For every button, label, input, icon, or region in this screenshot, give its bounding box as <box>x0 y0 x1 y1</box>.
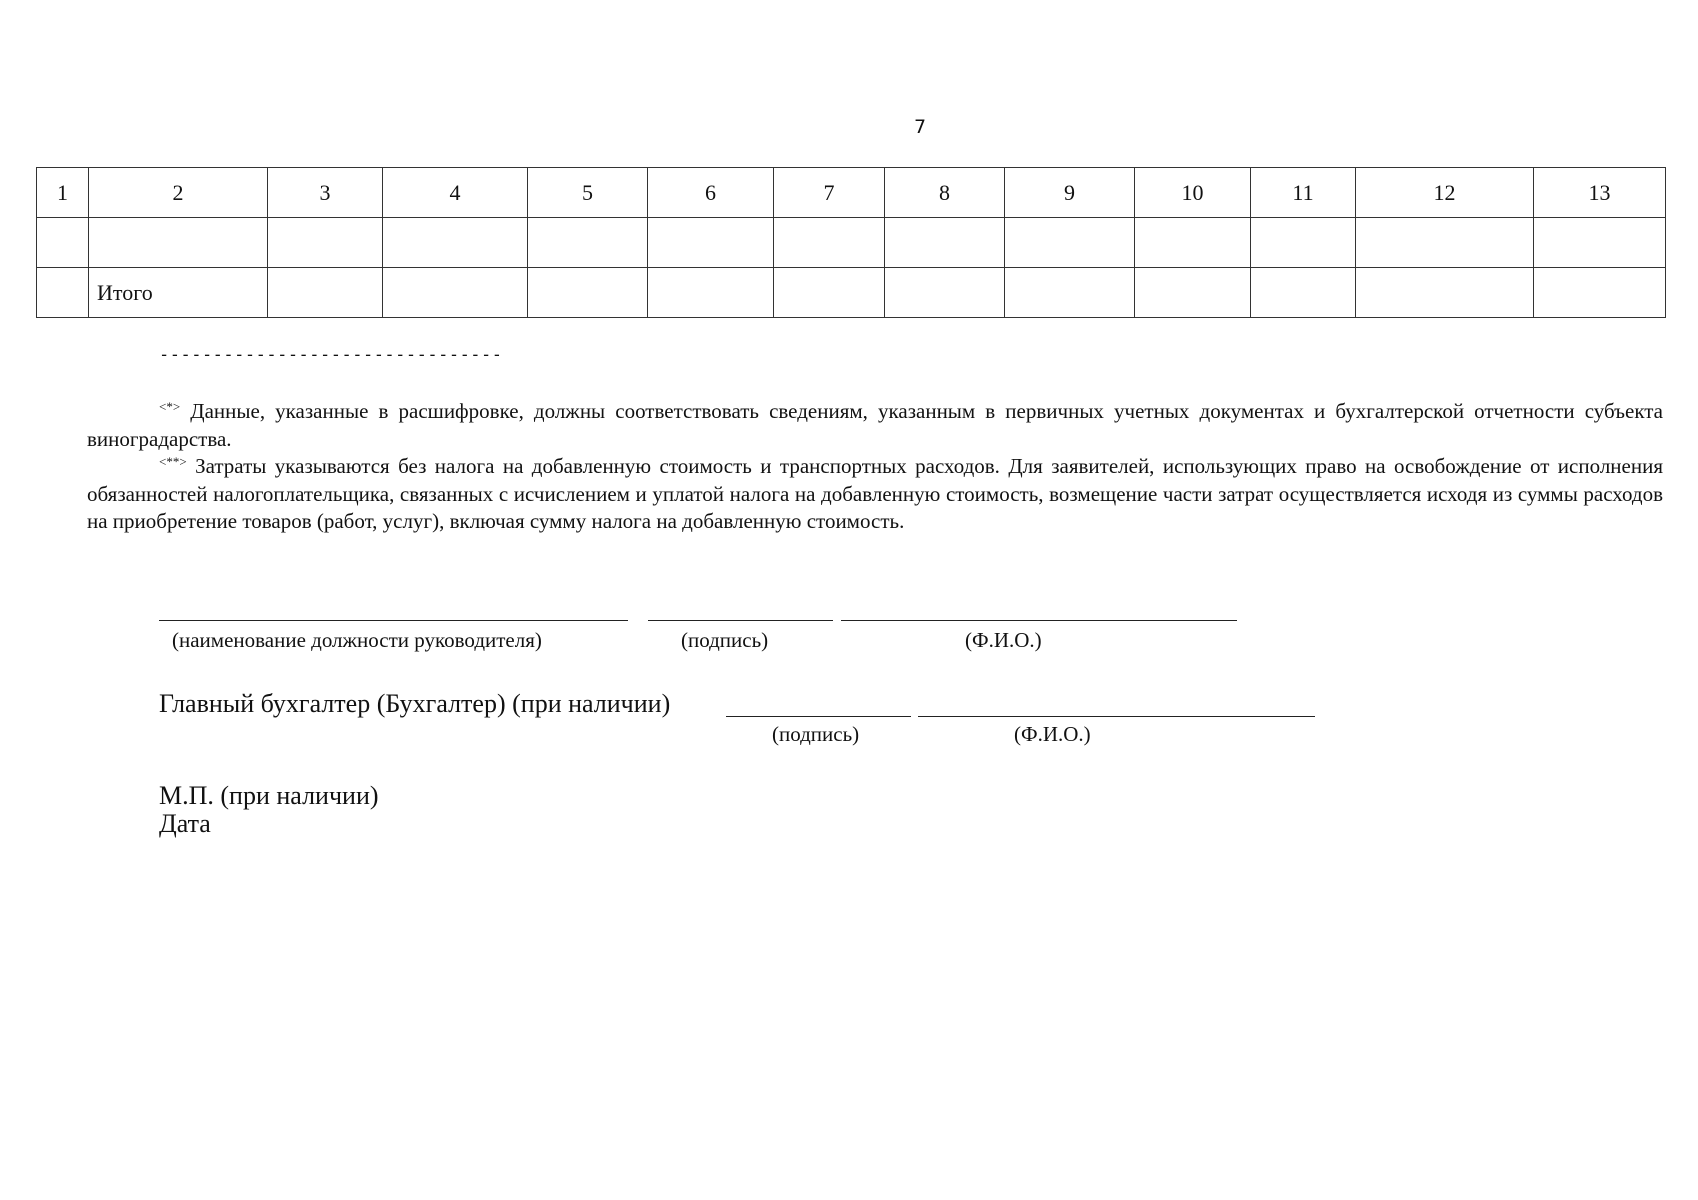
accountant-label: Главный бухгалтер (Бухгалтер) (при наличии) <box>159 689 671 718</box>
column-number: 11 <box>1251 168 1356 218</box>
table-cell <box>1135 218 1251 268</box>
head-signature-caption: (подпись) <box>681 628 769 652</box>
column-number: 4 <box>383 168 528 218</box>
table-cell <box>648 218 774 268</box>
column-number: 5 <box>528 168 648 218</box>
table-cell <box>89 218 268 268</box>
footnote-marker: <*> <box>159 399 181 414</box>
total-row <box>37 268 1666 318</box>
head-name-caption: (Ф.И.О.) <box>965 628 1042 652</box>
column-number: 8 <box>885 168 1005 218</box>
footnote-1 <box>87 398 1663 453</box>
column-number-row <box>37 168 1666 218</box>
table-cell <box>1356 218 1534 268</box>
table-cell <box>1356 268 1534 318</box>
footnote-marker: <**> <box>159 454 187 469</box>
table-cell <box>774 218 885 268</box>
accountant-name-line[interactable] <box>918 716 1315 717</box>
stamp-label: М.П. (при наличии) <box>159 781 379 810</box>
footnote-text: Затраты указываются без налога на добавленную стоимость и транспортных расходов. Для заявителей, использующих право на освобождение от исполнения обязанностей налогоплательщика, связанных с исчислением и уплатой налога на добавленную стоимость, возмещение части затрат осуществляется исходя из суммы расходов на приобретение товаров (работ, услуг), включая сумму налога на добавленную стоимость. <box>87 454 1663 533</box>
table-cell <box>268 218 383 268</box>
table-cell <box>383 218 528 268</box>
table-cell <box>528 218 648 268</box>
column-number: 1 <box>37 168 89 218</box>
column-number: 12 <box>1356 168 1534 218</box>
page-number: 7 <box>913 116 927 138</box>
head-position-caption: (наименование должности руководителя) <box>172 628 542 652</box>
table-cell <box>268 268 383 318</box>
date-label: Дата <box>159 809 211 838</box>
table-cell <box>774 268 885 318</box>
footnote-2 <box>87 453 1663 536</box>
table-cell <box>37 218 89 268</box>
column-number: 2 <box>89 168 268 218</box>
table-cell <box>1005 268 1135 318</box>
column-number: 10 <box>1135 168 1251 218</box>
accountant-name-caption: (Ф.И.О.) <box>1014 722 1091 746</box>
accountant-signature-caption: (подпись) <box>772 722 860 746</box>
table-cell <box>1534 218 1666 268</box>
table-row <box>37 218 1666 268</box>
footnote-separator: -------------------------------- <box>159 345 503 365</box>
column-number: 3 <box>268 168 383 218</box>
head-position-line[interactable] <box>159 620 628 621</box>
expense-table <box>36 167 1666 318</box>
table-cell <box>1534 268 1666 318</box>
table-cell <box>1251 268 1356 318</box>
footnotes <box>87 398 1663 536</box>
accountant-signature-line[interactable] <box>726 716 911 717</box>
column-number: 6 <box>648 168 774 218</box>
column-number: 7 <box>774 168 885 218</box>
head-name-line[interactable] <box>841 620 1237 621</box>
total-label: Итого <box>89 268 268 318</box>
table-cell <box>885 218 1005 268</box>
table-cell <box>885 268 1005 318</box>
table-cell <box>37 268 89 318</box>
table-cell <box>383 268 528 318</box>
column-number: 13 <box>1534 168 1666 218</box>
table-cell <box>1135 268 1251 318</box>
head-signature-line[interactable] <box>648 620 833 621</box>
footnote-text: Данные, указанные в расшифровке, должны соответствовать сведениям, указанным в первичных учетных документах и бухгалтерской отчетности субъекта виноградарства. <box>87 399 1663 451</box>
table-cell <box>528 268 648 318</box>
column-number: 9 <box>1005 168 1135 218</box>
table-cell <box>1251 218 1356 268</box>
table-cell <box>1005 218 1135 268</box>
table-cell <box>648 268 774 318</box>
